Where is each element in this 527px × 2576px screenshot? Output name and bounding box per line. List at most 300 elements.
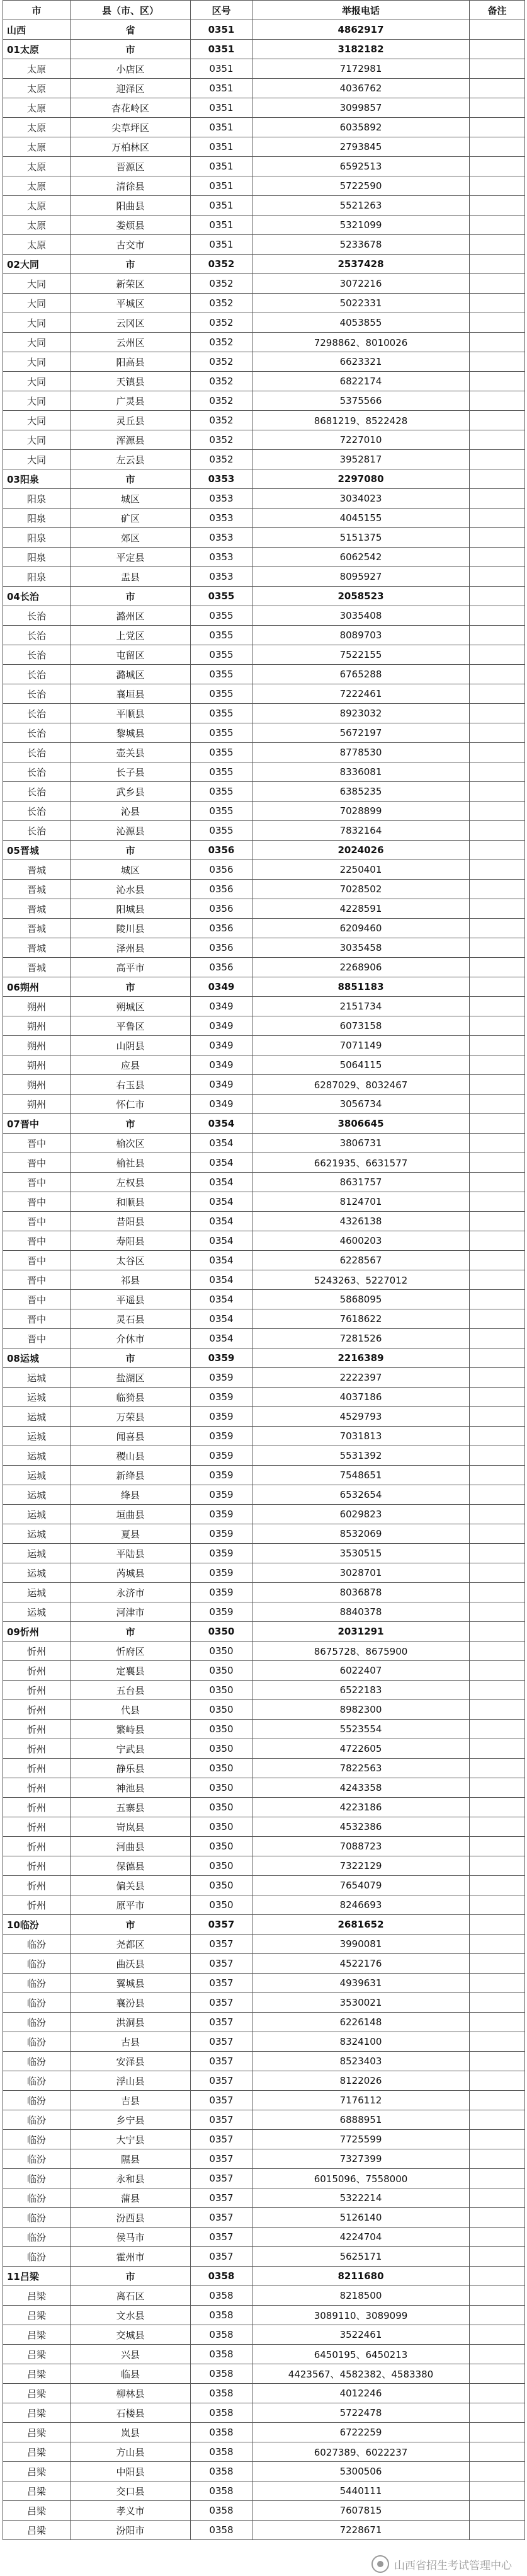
county-cell: 石楼县 <box>71 2403 191 2423</box>
remark-cell <box>470 196 525 216</box>
table-header-row <box>3 1 525 20</box>
remark-cell <box>470 118 525 137</box>
table-row <box>3 2325 525 2345</box>
area-code-cell: 0352 <box>191 391 252 411</box>
city-cell: 太原 <box>3 157 71 176</box>
remark-cell <box>470 1427 525 1446</box>
city-cell: 运城 <box>3 1602 71 1622</box>
county-cell: 中阳县 <box>71 2462 191 2481</box>
county-cell: 蒲县 <box>71 2188 191 2208</box>
remark-cell <box>470 1739 525 1759</box>
phone-cell: 7028502 <box>252 880 470 899</box>
county-cell: 新绛县 <box>71 1466 191 1485</box>
city-cell: 太原 <box>3 137 71 157</box>
area-code-cell: 0355 <box>191 743 252 762</box>
phone-cell: 5722478 <box>252 2403 470 2423</box>
remark-cell <box>470 1837 525 1856</box>
city-cell: 临汾 <box>3 1935 71 1954</box>
remark-cell <box>470 1173 525 1192</box>
remark-cell <box>470 1016 525 1036</box>
area-code-cell: 0355 <box>191 587 252 606</box>
phone-cell: 6073158 <box>252 1016 470 1036</box>
remark-cell <box>470 1974 525 1993</box>
remark-cell <box>470 59 525 79</box>
city-cell: 晋中 <box>3 1153 71 1173</box>
remark-cell <box>470 1212 525 1231</box>
phone-cell: 5523554 <box>252 1720 470 1739</box>
county-cell: 市 <box>71 587 191 606</box>
area-code-cell: 0352 <box>191 313 252 333</box>
county-cell: 柳林县 <box>71 2384 191 2403</box>
county-cell: 灵丘县 <box>71 411 191 430</box>
county-cell: 市 <box>71 841 191 860</box>
area-code-cell: 0354 <box>191 1270 252 1290</box>
city-cell: 长治 <box>3 762 71 782</box>
county-cell: 岚县 <box>71 2423 191 2442</box>
remark-cell <box>470 1505 525 1524</box>
phone-cell: 6027389、6022237 <box>252 2442 470 2462</box>
city-cell: 晋城 <box>3 899 71 919</box>
phone-cell: 8923032 <box>252 704 470 723</box>
remark-cell <box>470 430 525 450</box>
table-row <box>3 1134 525 1153</box>
table-row <box>3 235 525 255</box>
city-cell: 吕梁 <box>3 2481 71 2501</box>
phone-cell: 5672197 <box>252 723 470 743</box>
county-cell: 闻喜县 <box>71 1427 191 1446</box>
phone-cell: 5233678 <box>252 235 470 255</box>
remark-cell <box>470 1309 525 1329</box>
city-cell: 运城 <box>3 1368 71 1388</box>
city-summary-row <box>3 1915 525 1935</box>
county-cell: 寿阳县 <box>71 1231 191 1251</box>
area-code-cell: 0359 <box>191 1563 252 1583</box>
area-code-cell: 0349 <box>191 997 252 1016</box>
county-cell: 宁武县 <box>71 1739 191 1759</box>
phone-cell: 8840378 <box>252 1602 470 1622</box>
county-cell: 大宁县 <box>71 2130 191 2149</box>
county-cell: 稷山县 <box>71 1446 191 1466</box>
area-code-cell: 0357 <box>191 2169 252 2188</box>
table-row <box>3 196 525 216</box>
table-row <box>3 430 525 450</box>
area-code-cell: 0357 <box>191 1954 252 1974</box>
city-cell: 吕梁 <box>3 2345 71 2364</box>
remark-cell <box>470 762 525 782</box>
city-cell: 运城 <box>3 1563 71 1583</box>
area-code-cell: 0359 <box>191 1368 252 1388</box>
county-cell: 襄汾县 <box>71 1993 191 2013</box>
area-code-cell: 0358 <box>191 2501 252 2521</box>
remark-cell <box>470 216 525 235</box>
phone-cell: 6822174 <box>252 372 470 391</box>
phone-cell: 7031813 <box>252 1427 470 1446</box>
area-code-cell: 0358 <box>191 2306 252 2325</box>
table-row <box>3 333 525 352</box>
city-cell: 临汾 <box>3 2013 71 2032</box>
phone-cell: 7228671 <box>252 2521 470 2540</box>
phone-cell: 6015096、7558000 <box>252 2169 470 2188</box>
city-cell: 太原 <box>3 59 71 79</box>
table-row <box>3 1466 525 1485</box>
area-code-cell: 0350 <box>191 1895 252 1915</box>
area-code-cell: 0350 <box>191 1837 252 1856</box>
area-code-cell: 0357 <box>191 2130 252 2149</box>
city-cell: 阳泉 <box>3 528 71 548</box>
table-row <box>3 958 525 977</box>
city-cell: 运城 <box>3 1446 71 1466</box>
county-cell: 潞城区 <box>71 665 191 684</box>
city-cell: 临汾 <box>3 2052 71 2071</box>
table-row <box>3 1602 525 1622</box>
city-cell: 太原 <box>3 176 71 196</box>
county-cell: 曲沃县 <box>71 1954 191 1974</box>
county-cell: 迎泽区 <box>71 79 191 98</box>
table-row <box>3 2110 525 2130</box>
city-cell: 04长治 <box>3 587 71 606</box>
remark-cell <box>470 1153 525 1173</box>
table-row <box>3 1251 525 1270</box>
area-code-cell: 0352 <box>191 411 252 430</box>
header-area-code: 区号 <box>191 1 252 20</box>
area-code-cell: 0358 <box>191 2462 252 2481</box>
county-cell: 芮城县 <box>71 1563 191 1583</box>
area-code-cell: 0350 <box>191 1739 252 1759</box>
county-cell: 浮山县 <box>71 2071 191 2091</box>
remark-cell <box>470 294 525 313</box>
county-cell: 垣曲县 <box>71 1505 191 1524</box>
remark-cell <box>470 2228 525 2247</box>
phone-cell: 4224704 <box>252 2228 470 2247</box>
phone-cell: 5243263、5227012 <box>252 1270 470 1290</box>
table-row <box>3 1720 525 1739</box>
remark-cell <box>470 98 525 118</box>
phone-cell: 8095927 <box>252 567 470 587</box>
city-cell: 运城 <box>3 1583 71 1602</box>
table-row <box>3 782 525 802</box>
remark-cell <box>470 723 525 743</box>
table-row <box>3 1231 525 1251</box>
phone-cell: 3806731 <box>252 1134 470 1153</box>
county-cell: 城区 <box>71 860 191 880</box>
phone-cell: 4012246 <box>252 2384 470 2403</box>
remark-cell <box>470 391 525 411</box>
phone-cell: 7088723 <box>252 1837 470 1856</box>
city-summary-row <box>3 255 525 274</box>
city-cell: 运城 <box>3 1388 71 1407</box>
phone-cell: 4862917 <box>252 20 470 40</box>
area-code-cell: 0356 <box>191 880 252 899</box>
table-row <box>3 2169 525 2188</box>
table-row <box>3 1153 525 1173</box>
remark-cell <box>470 841 525 860</box>
area-code-cell: 0357 <box>191 2013 252 2032</box>
county-cell: 忻府区 <box>71 1642 191 1661</box>
remark-cell <box>470 1407 525 1427</box>
remark-cell <box>470 880 525 899</box>
table-row <box>3 665 525 684</box>
county-cell: 汾西县 <box>71 2208 191 2228</box>
remark-cell <box>470 1055 525 1075</box>
remark-cell <box>470 1524 525 1544</box>
city-cell: 忻州 <box>3 1642 71 1661</box>
remark-cell <box>470 1251 525 1270</box>
county-cell: 侯马市 <box>71 2228 191 2247</box>
table-row <box>3 509 525 528</box>
phone-cell: 5151375 <box>252 528 470 548</box>
city-cell: 忻州 <box>3 1876 71 1895</box>
table-row <box>3 450 525 469</box>
remark-cell <box>470 1935 525 1954</box>
area-code-cell: 0358 <box>191 2521 252 2540</box>
table-row <box>3 802 525 821</box>
city-cell: 吕梁 <box>3 2286 71 2306</box>
table-row <box>3 274 525 294</box>
remark-cell <box>470 489 525 509</box>
city-cell: 临汾 <box>3 2130 71 2149</box>
county-cell: 浑源县 <box>71 430 191 450</box>
table-row <box>3 1642 525 1661</box>
phone-cell: 8246693 <box>252 1895 470 1915</box>
header-remark: 备注 <box>470 1 525 20</box>
phone-cell: 7832164 <box>252 821 470 841</box>
phone-cell: 7618622 <box>252 1309 470 1329</box>
header-phone: 举报电话 <box>252 1 470 20</box>
remark-cell <box>470 1095 525 1114</box>
area-code-cell: 0359 <box>191 1427 252 1446</box>
table-row <box>3 2306 525 2325</box>
county-cell: 永和县 <box>71 2169 191 2188</box>
table-row <box>3 723 525 743</box>
phone-cell: 6226148 <box>252 2013 470 2032</box>
remark-cell <box>470 1329 525 1348</box>
phone-cell: 2031291 <box>252 1622 470 1642</box>
area-code-cell: 0359 <box>191 1544 252 1563</box>
city-cell: 晋城 <box>3 958 71 977</box>
table-row <box>3 1798 525 1817</box>
table-row <box>3 880 525 899</box>
table-row <box>3 2091 525 2110</box>
city-cell: 太原 <box>3 118 71 137</box>
phone-cell: 3952817 <box>252 450 470 469</box>
table-row <box>3 645 525 665</box>
area-code-cell: 0357 <box>191 2032 252 2052</box>
area-code-cell: 0351 <box>191 137 252 157</box>
table-row <box>3 2442 525 2462</box>
remark-cell <box>470 977 525 997</box>
city-summary-row <box>3 841 525 860</box>
city-cell: 大同 <box>3 313 71 333</box>
city-cell: 长治 <box>3 723 71 743</box>
city-cell: 临汾 <box>3 2110 71 2130</box>
area-code-cell: 0350 <box>191 1661 252 1681</box>
phone-cell: 3072216 <box>252 274 470 294</box>
county-cell: 灵石县 <box>71 1309 191 1329</box>
table-row <box>3 2501 525 2521</box>
area-code-cell: 0354 <box>191 1309 252 1329</box>
county-cell: 云州区 <box>71 333 191 352</box>
city-cell: 晋城 <box>3 880 71 899</box>
remark-cell <box>470 1075 525 1095</box>
county-cell: 阳城县 <box>71 899 191 919</box>
phone-cell: 8089703 <box>252 626 470 645</box>
city-cell: 晋中 <box>3 1134 71 1153</box>
city-cell: 忻州 <box>3 1778 71 1798</box>
table-row <box>3 1681 525 1700</box>
area-code-cell: 0352 <box>191 430 252 450</box>
remark-cell <box>470 2110 525 2130</box>
area-code-cell: 0351 <box>191 79 252 98</box>
remark-cell <box>470 235 525 255</box>
county-cell: 市 <box>71 2267 191 2286</box>
remark-cell <box>470 2462 525 2481</box>
table-row <box>3 938 525 958</box>
phone-cell: 2268906 <box>252 958 470 977</box>
phone-cell: 4722605 <box>252 1739 470 1759</box>
city-cell: 长治 <box>3 665 71 684</box>
remark-cell <box>470 1817 525 1837</box>
table-row <box>3 899 525 919</box>
city-cell: 长治 <box>3 821 71 841</box>
area-code-cell: 0350 <box>191 1856 252 1876</box>
phone-cell: 8778530 <box>252 743 470 762</box>
city-cell: 临汾 <box>3 2169 71 2188</box>
remark-cell <box>470 1270 525 1290</box>
area-code-cell: 0358 <box>191 2364 252 2384</box>
phone-cell: 3099857 <box>252 98 470 118</box>
table-row <box>3 548 525 567</box>
area-code-cell: 0357 <box>191 1915 252 1935</box>
city-cell: 长治 <box>3 704 71 723</box>
area-code-cell: 0354 <box>191 1153 252 1173</box>
county-cell: 吉县 <box>71 2091 191 2110</box>
remark-cell <box>470 626 525 645</box>
table-row <box>3 1329 525 1348</box>
county-cell: 平陆县 <box>71 1544 191 1563</box>
area-code-cell: 0355 <box>191 684 252 704</box>
table-row <box>3 1095 525 1114</box>
phone-cell: 4045155 <box>252 509 470 528</box>
city-cell: 吕梁 <box>3 2423 71 2442</box>
area-code-cell: 0357 <box>191 1935 252 1954</box>
county-cell: 市 <box>71 1348 191 1368</box>
phone-cell: 5868095 <box>252 1290 470 1309</box>
area-code-cell: 0353 <box>191 567 252 587</box>
table-row <box>3 1270 525 1290</box>
county-cell: 平遥县 <box>71 1290 191 1309</box>
city-cell: 运城 <box>3 1427 71 1446</box>
city-cell: 长治 <box>3 802 71 821</box>
city-cell: 晋城 <box>3 919 71 938</box>
county-cell: 交城县 <box>71 2325 191 2345</box>
city-cell: 忻州 <box>3 1798 71 1817</box>
area-code-cell: 0353 <box>191 528 252 548</box>
phone-cell: 4326138 <box>252 1212 470 1231</box>
county-cell: 原平市 <box>71 1895 191 1915</box>
county-cell: 翼城县 <box>71 1974 191 1993</box>
remark-cell <box>470 2384 525 2403</box>
remark-cell <box>470 2442 525 2462</box>
phone-cell: 5022331 <box>252 294 470 313</box>
area-code-cell: 0358 <box>191 2325 252 2345</box>
county-cell: 应县 <box>71 1055 191 1075</box>
table-row <box>3 1446 525 1466</box>
area-code-cell: 0359 <box>191 1466 252 1485</box>
city-cell: 忻州 <box>3 1856 71 1876</box>
remark-cell <box>470 1720 525 1739</box>
city-cell: 07晋中 <box>3 1114 71 1134</box>
phone-cell: 8675728、8675900 <box>252 1642 470 1661</box>
area-code-cell: 0359 <box>191 1446 252 1466</box>
phone-cell: 4529793 <box>252 1407 470 1427</box>
city-cell: 阳泉 <box>3 509 71 528</box>
table-row <box>3 2130 525 2149</box>
city-summary-row <box>3 587 525 606</box>
area-code-cell: 0358 <box>191 2403 252 2423</box>
phone-cell: 7028899 <box>252 802 470 821</box>
city-cell: 晋中 <box>3 1251 71 1270</box>
remark-cell <box>470 137 525 157</box>
city-cell: 02大同 <box>3 255 71 274</box>
city-cell: 忻州 <box>3 1837 71 1856</box>
area-code-cell: 0351 <box>191 20 252 40</box>
city-cell: 长治 <box>3 626 71 645</box>
area-code-cell: 0359 <box>191 1348 252 1368</box>
phone-cell: 3056734 <box>252 1095 470 1114</box>
phone-cell: 5126140 <box>252 2208 470 2228</box>
table-row <box>3 1544 525 1563</box>
county-cell: 泽州县 <box>71 938 191 958</box>
city-cell: 09忻州 <box>3 1622 71 1642</box>
remark-cell <box>470 743 525 762</box>
remark-cell <box>470 1563 525 1583</box>
remark-cell <box>470 2325 525 2345</box>
phone-cell: 2297080 <box>252 469 470 489</box>
remark-cell <box>470 2013 525 2032</box>
table-row <box>3 1036 525 1055</box>
phone-cell: 5321099 <box>252 216 470 235</box>
area-code-cell: 0355 <box>191 626 252 645</box>
remark-cell <box>470 1485 525 1505</box>
phone-cell: 6522183 <box>252 1681 470 1700</box>
county-cell: 太谷区 <box>71 1251 191 1270</box>
remark-cell <box>470 1778 525 1798</box>
remark-cell <box>470 684 525 704</box>
city-cell: 阳泉 <box>3 489 71 509</box>
phone-cell: 8523403 <box>252 2052 470 2071</box>
county-cell: 岢岚县 <box>71 1817 191 1837</box>
area-code-cell: 0358 <box>191 2384 252 2403</box>
area-code-cell: 0355 <box>191 665 252 684</box>
remark-cell <box>470 899 525 919</box>
phone-cell: 4228591 <box>252 899 470 919</box>
table-row <box>3 2364 525 2384</box>
area-code-cell: 0358 <box>191 2442 252 2462</box>
table-row <box>3 1173 525 1192</box>
city-cell: 吕梁 <box>3 2384 71 2403</box>
county-cell: 平定县 <box>71 548 191 567</box>
city-cell: 忻州 <box>3 1895 71 1915</box>
county-cell: 昔阳县 <box>71 1212 191 1231</box>
city-cell: 临汾 <box>3 1993 71 2013</box>
city-cell: 忻州 <box>3 1739 71 1759</box>
county-cell: 兴县 <box>71 2345 191 2364</box>
remark-cell <box>470 2306 525 2325</box>
table-row <box>3 1583 525 1602</box>
county-cell: 平鲁区 <box>71 1016 191 1036</box>
area-code-cell: 0359 <box>191 1524 252 1544</box>
county-cell: 娄烦县 <box>71 216 191 235</box>
